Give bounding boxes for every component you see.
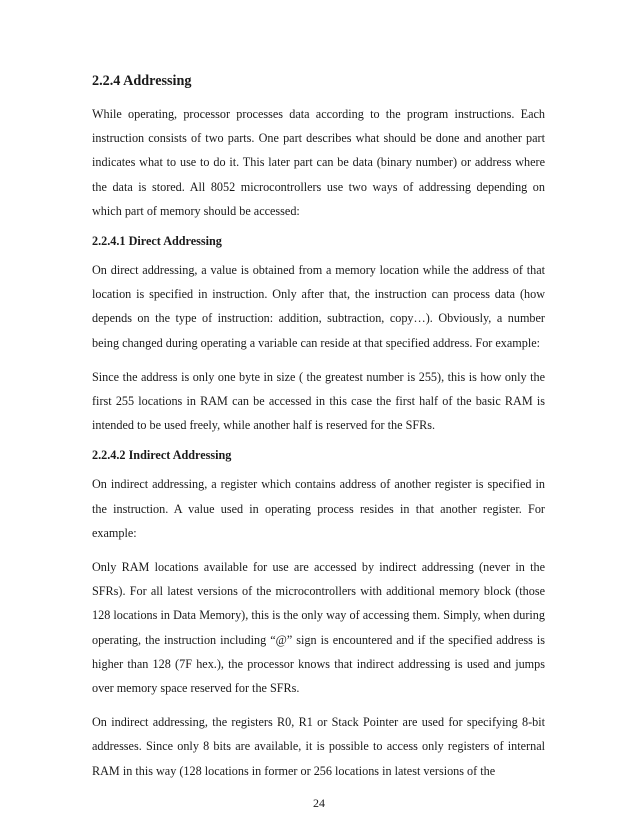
indirect-addressing-paragraph-2: Only RAM locations available for use are accessed by indirect addressing (never in the SFRs). For all latest versions of the microcontrollers with additional memory block (those 128 locations in Data Memory), this is the only way of accessing them. Simply, when during operating, the instruction including “@” sign is encountered and if the specified address is higher than 128 (7F hex.), the processor knows that indirect addressing is used and jumps over memory space reserved for the SFRs.	[92, 560, 545, 696]
direct-addressing-paragraph-1: On direct addressing, a value is obtained from a memory location while the address of that location is specified in instruction. Only after that, the instruction can process data (how depends on the type of instruction: addition, subtraction, copy…). Obviously, a number being changed during operating a variable can reside at that specified address. For example:	[92, 263, 545, 350]
direct-addressing-paragraph-2: Since the address is only one byte in size ( the greatest number is 255), this is how only the first 255 locations in RAM can be accessed in this case the first half of the basic RAM is intended to be used freely, while another half is reserved for the SFRs.	[92, 369, 545, 433]
intro-paragraph: While operating, processor processes data according to the program instructions. Each instruction consists of two parts. One part describes what should be done and another part indicates what to use to do it. This later part can be data (binary number) or address where the data is stored. All 8052 microcontrollers use two ways of addressing depending on which part of memory should be accessed:	[92, 107, 545, 218]
indirect-addressing-paragraph-1: On indirect addressing, a register which contains address of another register is specified in the instruction. A value used in operating process resides in that another register. For example:	[92, 477, 545, 540]
indirect-addressing-heading: 2.2.4.2 Indirect Addressing	[92, 448, 232, 463]
section-heading: 2.2.4 Addressing	[92, 73, 192, 89]
page-number: 24	[313, 796, 325, 810]
direct-addressing-heading: 2.2.4.1 Direct Addressing	[92, 234, 222, 249]
indirect-addressing-paragraph-3: On indirect addressing, the registers R0, R1 or Stack Pointer are used for specifying 8-bit addresses. Since only 8 bits are available, it is possible to access only registers of internal RAM in this way (128 locations in former or 256 locations in latest versions of the	[92, 715, 545, 778]
page-content	[92, 72, 545, 793]
